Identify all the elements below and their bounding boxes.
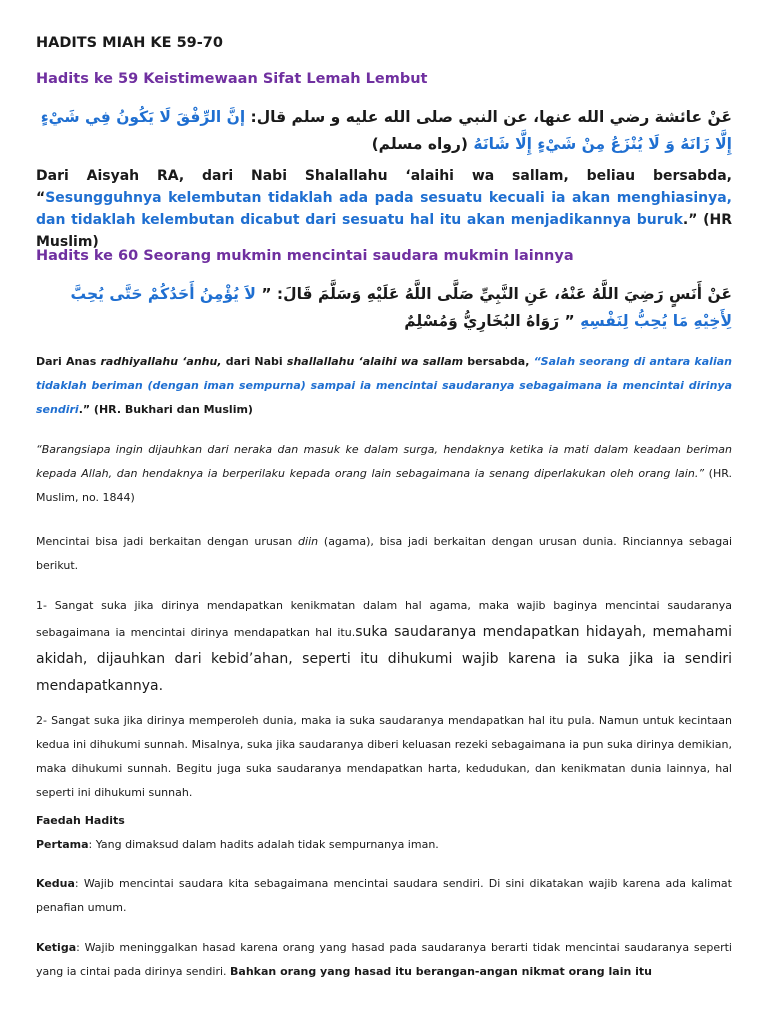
faedah-pertama [36,833,732,857]
hadith-60-arabic-source: ” رَوَاهُ البُخَارِيُّ وَمُسْلِمٌ [404,312,581,330]
point-1-paragraph [36,593,732,700]
hadith-59-arabic-source: (رواه مسلم) [371,135,474,153]
hadith-60-t-quote: “Salah seorang di antara kalian tidaklah beriman (dengan iman sempurna) sampai ia mencintai saudaranya sebagaimana ia mencintai dirinya sendiri [36,355,732,416]
hadith-quote-text: “Barangsiapa ingin dijauhkan dari neraka dan masuk ke dalam surga, hendaknya ketika ia mati dalam keadaan beriman kepada Allah, dan hendaknya ia berperilaku kepada orang lain sebagaimana ia senang diperlakukan oleh orang lain.” [36,443,732,480]
hadith-60-t-shalla: shallallahu ‘alaihi wa sallam [286,355,464,368]
kedua-text: : Wajib mencintai saudara kita sebagaimana mencintai saudara sendiri. Di sini dikatakan wajib karena ada kalimat penafian umum. [36,877,732,914]
point-1-large-text: suka saudaranya mendapatkan hidayah, memahami akidah, dijauhkan dari kebid’ahan, seperti itu dihukumi wajib karena ia suka jika ia sendiri mendapatkannya. [36,624,732,694]
hadith-60-arabic [36,281,732,335]
hadith-60-heading: Hadits ke 60 Seorang mukmin mencintai saudara mukmin lainnya [36,248,574,264]
hadith-59-translation-source: .” (HR Muslim) [36,212,732,250]
point-1-small-text: 1- Sangat suka jika dirinya mendapatkan kenikmatan dalam hal agama, maka wajib baginya mencintai saudaranya sebagaimana ia mencintai dirinya mendapatkan hal itu. [36,599,732,639]
hadith-60-t-nabi: dari Nabi [221,355,287,368]
point-2-paragraph: 2- Sangat suka jika dirinya memperoleh dunia, maka ia suka saudaranya mendapatkan hal itu pula. Namun untuk kecintaan kedua ini dihukumi sunnah. Misalnya, suka jika saudaranya diberi keluasan rezeki sebagaimana ia pun suka dirinya demikian, maka dihukumi sunnah. Begitu juga suka saudaranya mendapatkan harta, kedudukan, dan kenikmatan dunia lainnya, hal seperti ini dihukumi sunnah. [36,714,732,799]
faedah-kedua [36,872,732,920]
ketiga-bold-text: Bahkan orang yang hasad itu berangan-angan nikmat orang lain itu [230,965,652,978]
hadith-60-translation [36,350,732,422]
ketiga-label: Ketiga [36,941,77,954]
hadith-quote-paragraph [36,438,732,510]
pertama-text: : Yang dimaksud dalam hadits adalah tidak sempurnanya iman. [88,838,439,851]
ketiga-text: : Wajib meninggalkan hasad karena orang yang hasad pada saudaranya berarti tidak mencintai saudaranya seperti yang ia cintai pada dirinya sendiri. [36,941,732,978]
hadith-59-translation [36,165,732,253]
kedua-label: Kedua [36,877,75,890]
document-title: HADITS MIAH KE 59-70 [36,35,223,51]
hadith-59-arabic [36,104,732,158]
hadith-60-arabic-quote: لاَ يُؤْمِنُ أَحَدُكُمْ حَتَّى يُحِبَّ لِأَخِيْهِ مَا يُحِبُّ لِنَفْسِهِ [70,285,732,330]
mencintai-text-b: (agama), bisa jadi berkaitan dengan urusan dunia. Rinciannya sebagai berikut. [36,535,733,572]
hadith-60-t-source: .” (HR. Bukhari dan Muslim) [78,403,253,416]
hadith-59-heading: Hadits ke 59 Keistimewaan Sifat Lemah Lembut [36,71,428,87]
mencintai-diin: diin [298,535,319,548]
hadith-60-t-bersabda: bersabda, [463,355,534,368]
hadith-quote-source: (HR. Muslim, no. 1844) [36,467,732,504]
hadith-60-t-dari: Dari Anas [36,355,101,368]
faedah-ketiga [36,936,732,984]
hadith-60-t-radhi: radhiyallahu ‘anhu, [100,355,222,368]
hadith-59-translation-quote: Sesungguhnya kelembutan tidaklah ada pada sesuatu kecuali ia akan menghiasinya, dan tidaklah kelembutan dicabut dari sesuatu hal itu akan menjadikannya buruk [36,190,732,228]
hadith-59-arabic-quote: إنَّ الرِّفْقَ لَا يَكُونُ فِي شَيْءٍ إِلَّا زَانَهُ وَ لَا يُنْزَعُ مِنْ شَيْءٍ إِلَّا شَانَهُ [40,108,732,153]
pertama-label: Pertama [36,838,89,851]
hadith-59-arabic-intro: عَنْ عائشة رضي الله عنها، عن النبي صلى الله عليه و سلم قال: [245,108,732,126]
mencintai-text-a: Mencintai bisa jadi berkaitan dengan urusan [36,535,299,548]
mencintai-paragraph [36,530,732,578]
faedah-heading: Faedah Hadits [36,814,125,827]
hadith-60-arabic-intro: عَنْ أَنَسٍ رَضِيَ اللَّهُ عَنْهُ، عَنِ النَّبِيِّ صَلَّى اللَّهُ عَلَيْهِ وَسَلَّمَ قَالَ: ” [255,285,732,303]
hadith-59-translation-intro: Dari Aisyah RA, dari Nabi Shalallahu ‘alaihi wa sallam, beliau bersabda, “ [36,168,732,206]
